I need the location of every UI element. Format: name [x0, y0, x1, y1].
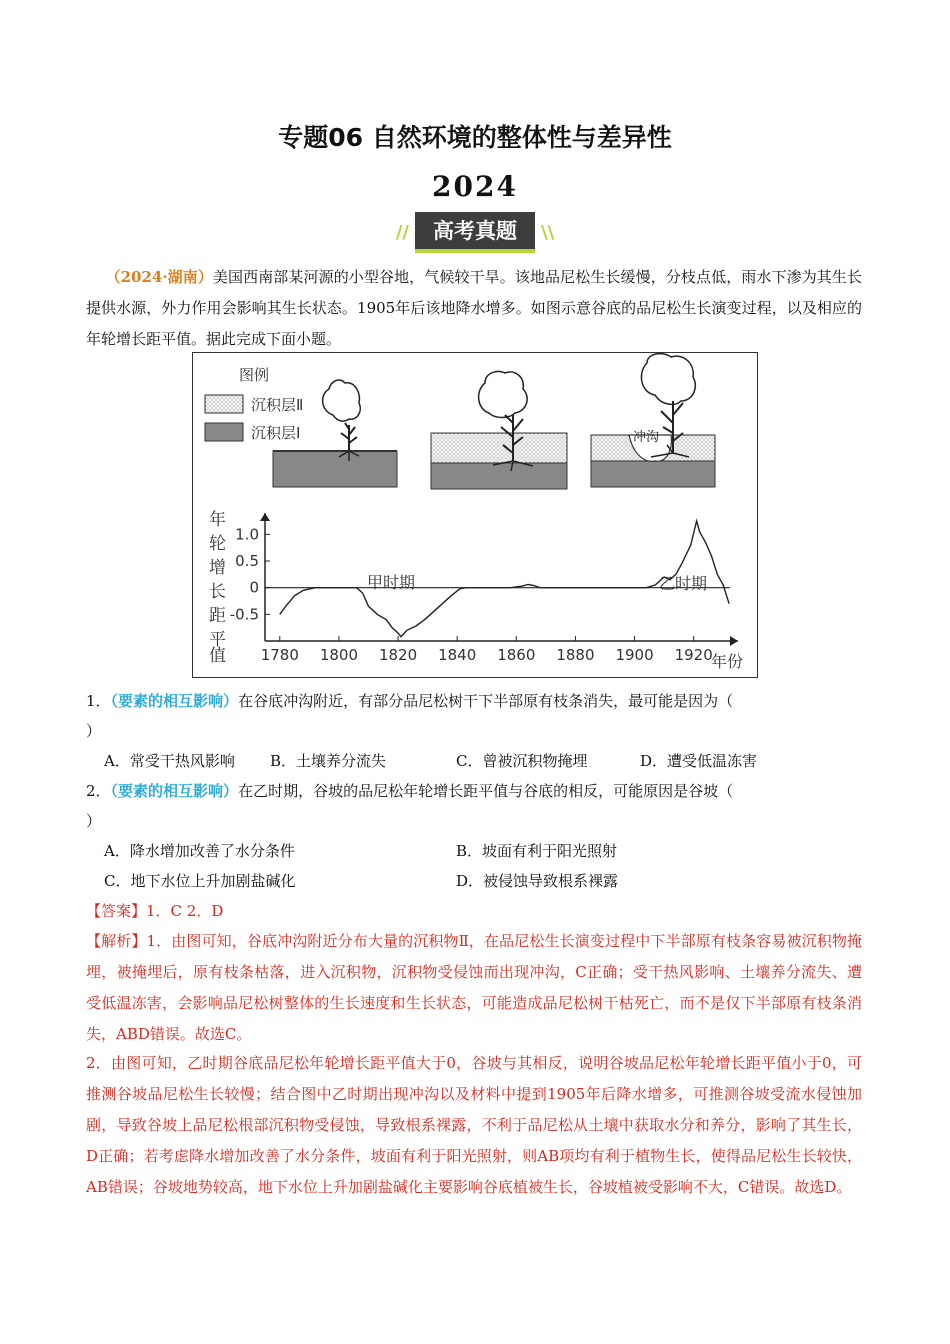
legend-layer1-label: 沉积层Ⅰ — [251, 424, 301, 442]
x-axis-arrow — [730, 636, 738, 646]
stage-2 — [431, 371, 567, 489]
x-tick-label: 1920 — [674, 646, 713, 664]
section-banner: // 高考真题 \\ — [0, 212, 950, 253]
x-tick-label: 1860 — [497, 646, 536, 664]
q2-option-c[interactable]: C．地下水位上升加剧盐碱化 — [104, 872, 296, 890]
y-label-char-3: 长 — [209, 582, 226, 602]
x-tick-label: 1820 — [378, 646, 418, 664]
legend-swatch-layer2 — [205, 395, 243, 413]
legend-title: 图例 — [239, 366, 270, 384]
q2-tag: （要素的相互影响） — [110, 782, 239, 800]
y-label-char-5: 平 — [209, 630, 226, 650]
period-b-label: 乙时期 — [659, 574, 708, 593]
question-2 — [86, 776, 862, 806]
q2-number: 2． — [86, 782, 111, 800]
stage-3 — [591, 354, 715, 487]
source-tag: （2024·湖南） — [105, 268, 213, 286]
q1-stem: 在谷底冲沟附近，有部分品尼松树干下半部原有枝条消失，最可能是因为（ — [238, 692, 734, 710]
x-tick-label: 1780 — [260, 646, 299, 664]
x-unit-label: 年份 — [711, 652, 744, 671]
q2-stem: 在乙时期，谷坡的品尼松年轮增长距平值与谷底的相反，可能原因是谷坡（ — [238, 782, 734, 800]
q1-option-a[interactable]: A．常受干热风影响 — [104, 752, 235, 770]
q2-option-b[interactable]: B．坡面有利于阳光照射 — [456, 842, 618, 860]
q1-option-c[interactable]: C．曾被沉积物掩埋 — [456, 752, 588, 770]
y-label-char-2: 增 — [209, 558, 226, 578]
legend-swatch-layer1 — [205, 423, 243, 441]
y-axis-arrow — [260, 513, 270, 521]
analysis-1: 【解析】1．由图可知，谷底冲沟附近分布大量的沉积物Ⅱ，在品尼松生长演变过程中下半部原有枝条容易被沉积物掩埋，被掩埋后，原有枝条枯落，进入沉积物，沉积物受侵蚀而出现冲沟，C正确；受干热风影响、土壤养分流失、遭受低温冻害，会影响品尼松树整体的生长速度和生长状态，可能造成品尼松树干枯死亡，而不是仅下半部原有枝条消失，ABD错误。故选C。 — [86, 932, 862, 1043]
year-badge: 2024 — [426, 170, 524, 203]
y-tick-label: 0.5 — [235, 552, 259, 570]
y-label-char-4: 距 — [209, 606, 226, 626]
gully-label: 冲沟 — [633, 430, 660, 445]
figure — [192, 352, 758, 678]
q1-option-b[interactable]: B．土壤养分流失 — [270, 752, 387, 770]
page-title: 专题06 自然环境的整体性与差异性 — [278, 123, 672, 152]
analysis-2: 2．由图可知，乙时期谷底品尼松年轮增长距平值大于0，谷坡与其相反，说明谷坡品尼松年轮增长距平值小于0，可推测谷坡品尼松生长较慢；结合图中乙时期出现冲沟以及材料中提到1905年后降水增多，可推测谷坡受流水侵蚀加剧，导致谷坡上品尼松根部沉积物受侵蚀，导致根系裸露，不利于品尼松从土壤中获取水分和养分，影响了其生长，D正确；若考虑降水增加改善了水分条件，坡面有利于阳光照射，则AB项均有利于植物生长，使得品尼松生长较快，AB错误；谷坡地势较高，地下水位上升加剧盐碱化主要影响谷底植被生长，谷坡植被受影响不大，C错误。故选D。 — [86, 1054, 862, 1196]
period-a-label: 甲时期 — [367, 573, 416, 592]
banner-label: 高考真题 — [415, 212, 535, 253]
x-tick-label: 1900 — [615, 646, 654, 664]
y-tick-label: 0 — [249, 578, 259, 597]
y-label-char-6: 值 — [209, 646, 226, 666]
x-tick-label: 1880 — [556, 646, 595, 664]
y-label-char-0: 年 — [209, 510, 226, 530]
q1-option-d[interactable]: D．遭受低温冻害 — [640, 752, 758, 770]
q1-number: 1． — [86, 692, 111, 710]
y-tick-label: -0.5 — [229, 605, 259, 624]
legend-layer2-label: 沉积层Ⅱ — [251, 396, 304, 414]
q1-close: ） — [86, 722, 102, 740]
y-label-char-1: 轮 — [209, 534, 226, 554]
q2-option-d[interactable]: D．被侵蚀导致根系裸露 — [456, 872, 619, 890]
y-tick-label: 1.0 — [235, 525, 259, 544]
intro-text: 美国西南部某河源的小型谷地，气候较干旱。该地品尼松生长缓慢，分枝点低，雨水下渗为其生长提供水源，外力作用会影响其生长状态。1905年后该地降水增多。如图示意谷底的品尼松生长演变过程，以及相应的年轮增长距平值。据此完成下面小题。 — [86, 268, 862, 348]
q2-close: ） — [86, 812, 102, 830]
question-1 — [86, 686, 862, 716]
figure-svg — [193, 353, 757, 677]
q2-option-a[interactable]: A．降水增加改善了水分条件 — [104, 842, 295, 860]
intro-paragraph — [86, 262, 862, 355]
answer-line: 【答案】1．C 2．D — [86, 902, 224, 920]
q1-tag: （要素的相互影响） — [110, 692, 239, 710]
x-tick-label: 1840 — [438, 646, 477, 664]
x-tick-label: 1800 — [319, 646, 358, 664]
